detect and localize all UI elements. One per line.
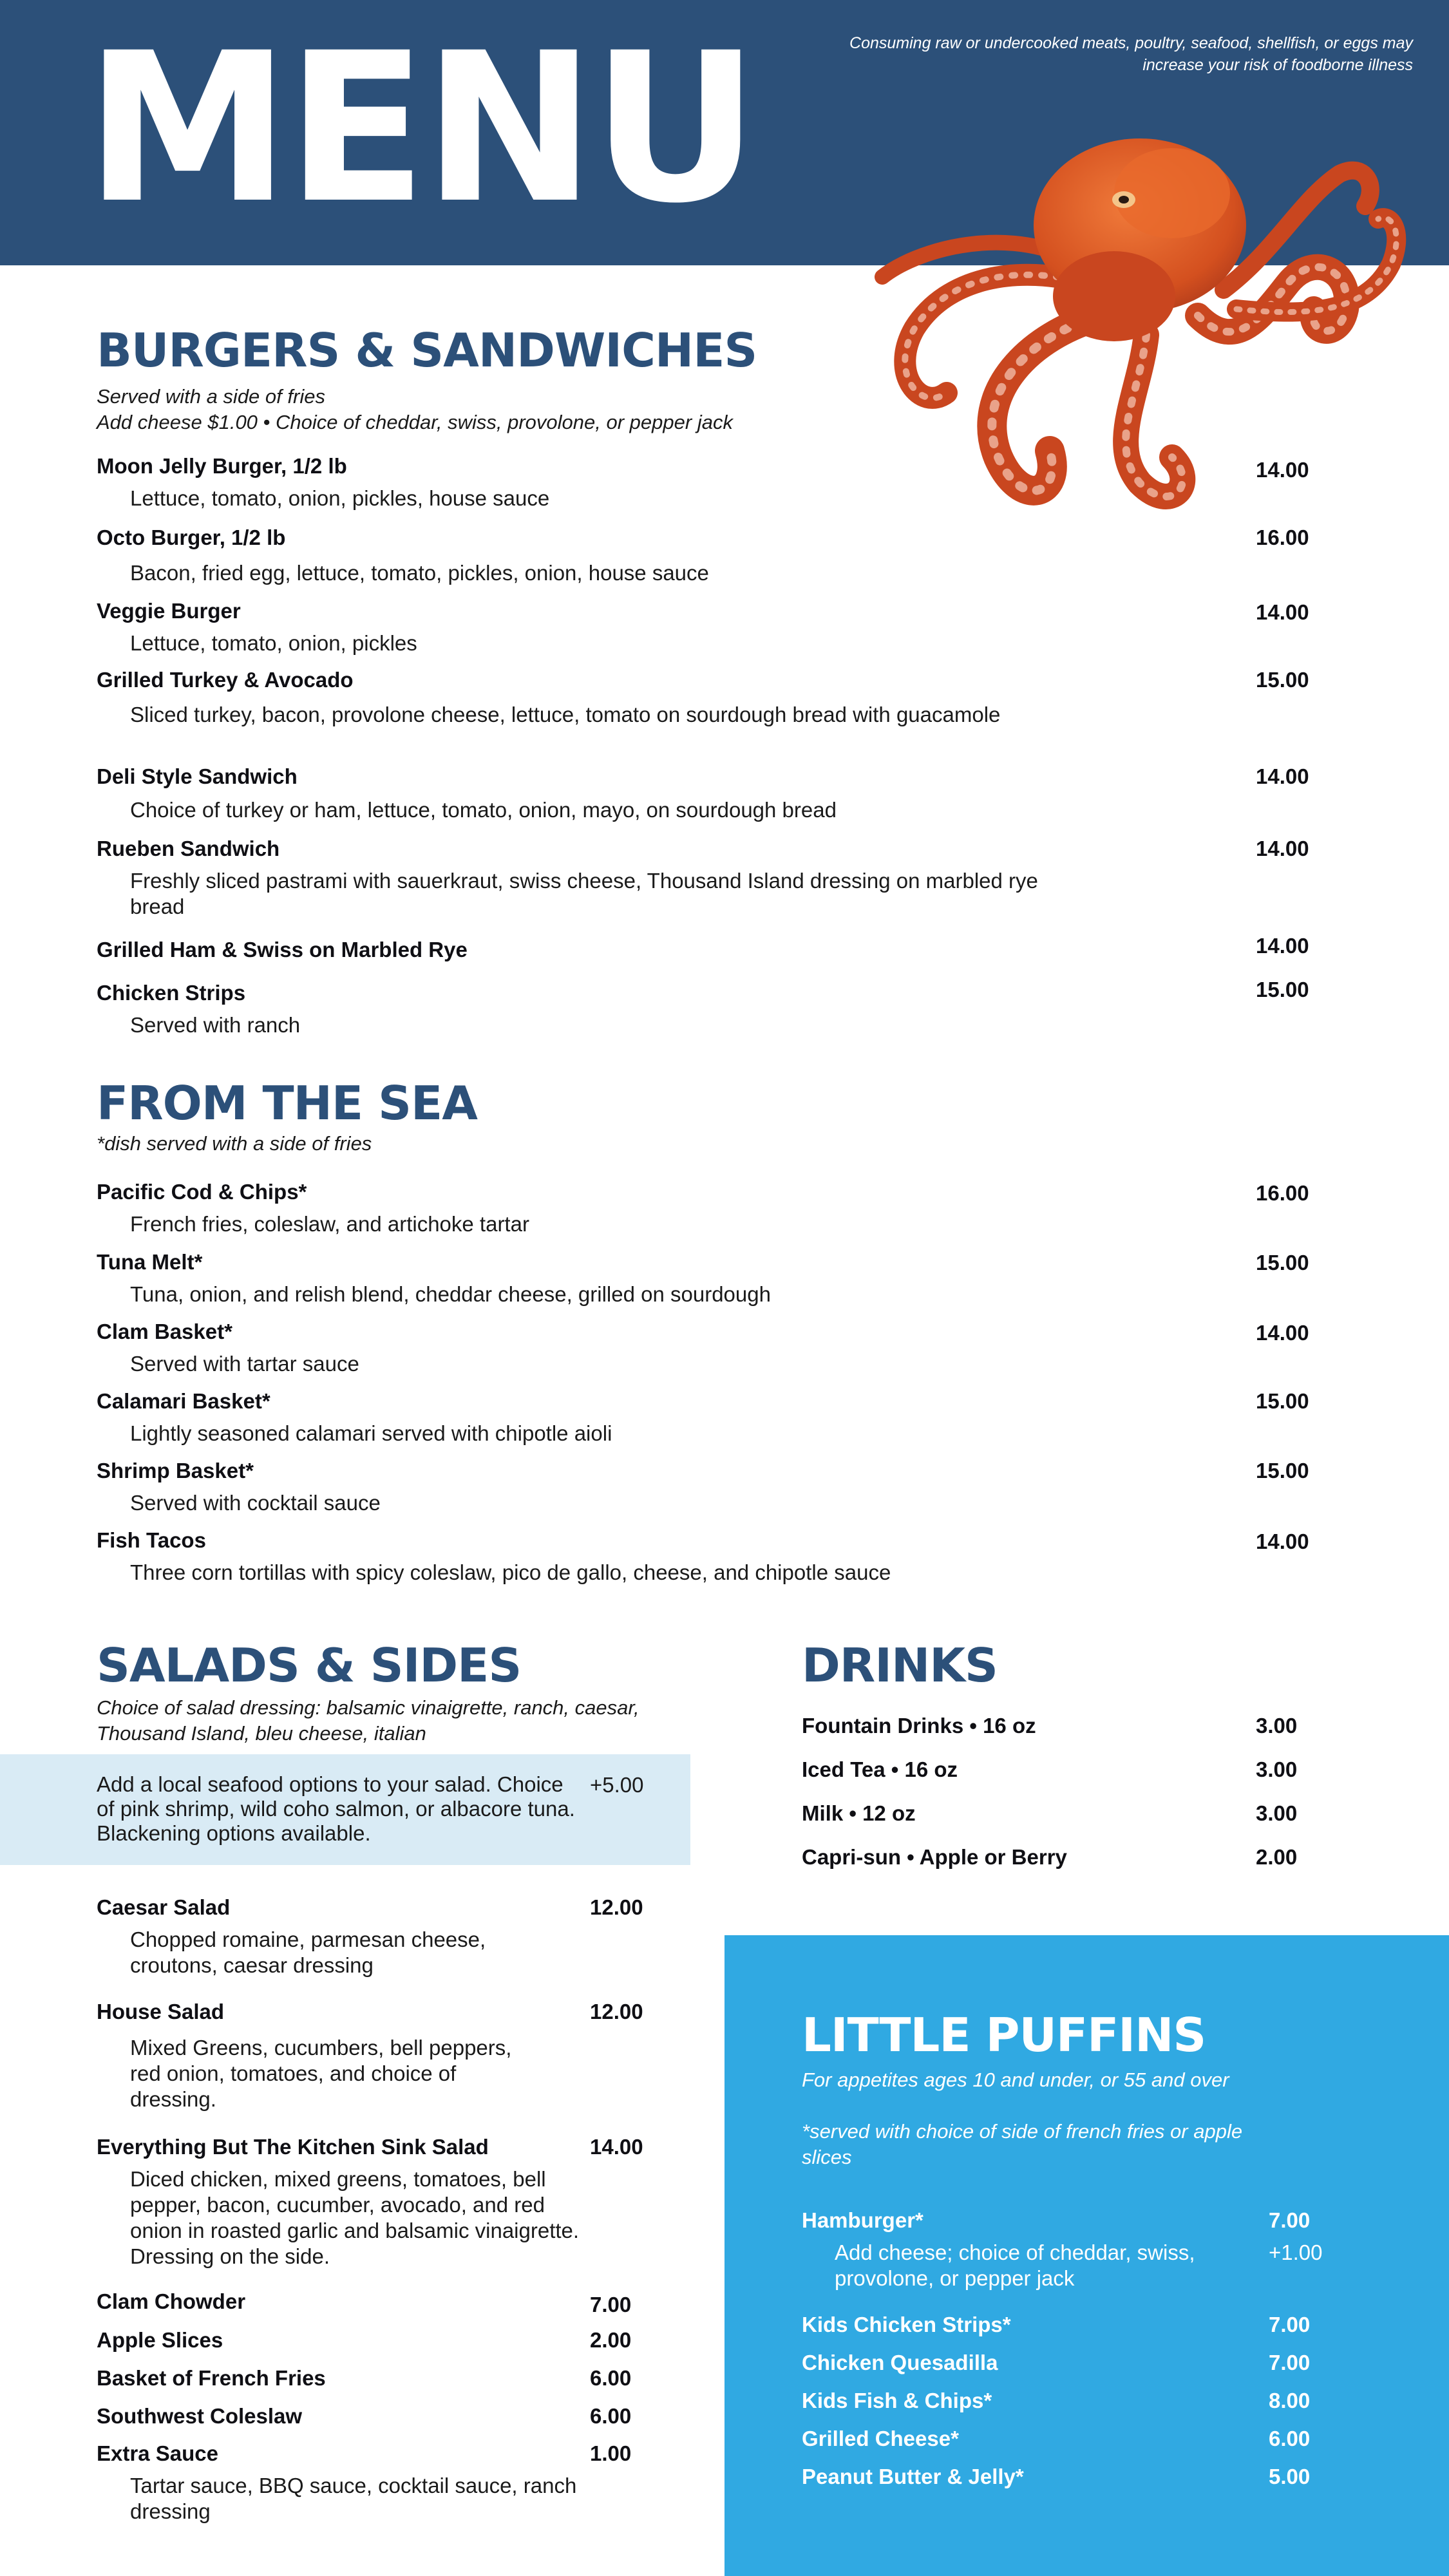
drink-price: 3.00	[1256, 1714, 1298, 1738]
section-title-drinks: DRINKS	[802, 1638, 998, 1692]
section-title-salads: SALADS & SIDES	[97, 1638, 522, 1692]
puffins-side-note: *served with choice of side of french fries or apple slices	[802, 2120, 1243, 2168]
puffins-age-note: For appetites ages 10 and under, or 55 and over	[802, 2069, 1229, 2091]
menu-item-price: 6.00	[590, 2366, 632, 2390]
menu-item-price: 15.00	[1256, 1389, 1309, 1413]
menu-item-name: Extra Sauce	[97, 2441, 218, 2465]
kids-item-name: Kids Fish & Chips*	[802, 2389, 992, 2412]
menu-item-desc: Lettuce, tomato, onion, pickles	[130, 631, 417, 655]
kids-item-price: 7.00	[1269, 2351, 1311, 2374]
menu-item-price: 16.00	[1256, 1181, 1309, 1205]
menu-item-price: 15.00	[1256, 978, 1309, 1001]
menu-item-name: Basket of French Fries	[97, 2366, 326, 2390]
menu-item-price: 6.00	[590, 2404, 632, 2428]
section-title-puffins: LITTLE PUFFINS	[802, 2008, 1206, 2062]
menu-item-price: 1.00	[590, 2441, 632, 2465]
salads-dressing-note: Choice of salad dressing: balsamic vinaigrette, ranch, caesar, Thousand Island, bleu cheese, italian	[97, 1696, 639, 1745]
menu-item-name: Grilled Ham & Swiss on Marbled Rye	[97, 938, 468, 961]
menu-item-desc: Chopped romaine, parmesan cheese, croutons, caesar dressing	[130, 1927, 486, 1977]
octopus-illustration	[837, 122, 1436, 547]
menu-item-price: 15.00	[1256, 668, 1309, 692]
menu-item-price: 16.00	[1256, 526, 1309, 549]
menu-item-price: 14.00	[1256, 600, 1309, 624]
menu-item-desc: Lettuce, tomato, onion, pickles, house sauce	[130, 486, 550, 510]
page-title: MENU	[85, 9, 755, 249]
kids-cheese-addon: Add cheese; choice of cheddar, swiss, provolone, or pepper jack	[835, 2240, 1195, 2290]
section-title-burgers: BURGERS & SANDWICHES	[97, 323, 757, 377]
kids-item-price: 7.00	[1269, 2313, 1311, 2336]
menu-item-desc: Served with cocktail sauce	[130, 1491, 381, 1515]
seafood-addon-price: +5.00	[590, 1773, 644, 1797]
drink-name: Iced Tea • 16 oz	[802, 1757, 958, 1781]
drink-name: Fountain Drinks • 16 oz	[802, 1714, 1036, 1738]
menu-item-name: Pacific Cod & Chips*	[97, 1180, 307, 1204]
menu-item-desc: Three corn tortillas with spicy coleslaw, pico de gallo, cheese, and chipotle sauce	[130, 1560, 891, 1584]
menu-item-name: Fish Tacos	[97, 1528, 206, 1552]
section-title-sea: FROM THE SEA	[97, 1076, 477, 1130]
menu-item-price: 14.00	[1256, 764, 1309, 788]
kids-item-price: 5.00	[1269, 2465, 1311, 2488]
menu-item-name: Moon Jelly Burger, 1/2 lb	[97, 454, 347, 478]
menu-item-name: Octo Burger, 1/2 lb	[97, 526, 286, 549]
menu-item-name: Calamari Basket*	[97, 1389, 270, 1413]
drink-price: 3.00	[1256, 1757, 1298, 1781]
menu-item-price: 14.00	[1256, 1530, 1309, 1553]
menu-item-name: Southwest Coleslaw	[97, 2404, 303, 2428]
menu-item-desc: Diced chicken, mixed greens, tomatoes, bell pepper, bacon, cucumber, avocado, and red onion in roasted garlic and balsamic vinaigrette. Dressing on the side.	[130, 2167, 580, 2268]
sea-note: *dish served with a side of fries	[97, 1132, 372, 1155]
menu-item-name: Apple Slices	[97, 2328, 223, 2352]
menu-item-name: Chicken Strips	[97, 981, 246, 1005]
menu-item-desc: Bacon, fried egg, lettuce, tomato, pickles, onion, house sauce	[130, 561, 709, 585]
kids-item-price: 6.00	[1269, 2427, 1311, 2450]
menu-item-price: 12.00	[590, 2000, 643, 2023]
menu-item-name: Deli Style Sandwich	[97, 764, 298, 788]
menu-item-price: 2.00	[590, 2328, 632, 2352]
menu-item-name: Clam Chowder	[97, 2289, 246, 2313]
drink-name: Milk • 12 oz	[802, 1801, 916, 1825]
menu-item-name: Caesar Salad	[97, 1895, 231, 1919]
seafood-addon-text: Add a local seafood options to your salad. Choice of pink shrimp, wild coho salmon, or albacore tuna. Blackening options available.	[97, 1772, 575, 1845]
menu-item-desc: French fries, coleslaw, and artichoke tartar	[130, 1212, 529, 1236]
drink-name: Capri-sun • Apple or Berry	[802, 1845, 1067, 1869]
kids-item-price: 7.00	[1269, 2208, 1311, 2232]
menu-item-price: 14.00	[1256, 837, 1309, 860]
menu-item-desc: Tartar sauce, BBQ sauce, cocktail sauce, ranch dressing	[130, 2474, 577, 2523]
burgers-note-cheese: Add cheese $1.00 • Choice of cheddar, swiss, provolone, or pepper jack	[97, 411, 733, 433]
kids-item-name: Hamburger*	[802, 2208, 923, 2232]
menu-item-desc: Mixed Greens, cucumbers, bell peppers, red onion, tomatoes, and choice of dressing.	[130, 2036, 512, 2111]
menu-item-desc: Lightly seasoned calamari served with chipotle aioli	[130, 1421, 612, 1445]
menu-item-desc: Sliced turkey, bacon, provolone cheese, lettuce, tomato on sourdough bread with guacamole	[130, 703, 1001, 726]
kids-item-price: 8.00	[1269, 2389, 1311, 2412]
menu-item-price: 14.00	[1256, 458, 1309, 482]
menu-item-desc: Served with ranch	[130, 1013, 301, 1037]
menu-item-price: 14.00	[590, 2135, 643, 2159]
kids-item-name: Grilled Cheese*	[802, 2427, 959, 2450]
menu-item-price: 15.00	[1256, 1459, 1309, 1482]
menu-item-price: 14.00	[1256, 934, 1309, 958]
drink-price: 2.00	[1256, 1845, 1298, 1869]
menu-item-desc: Tuna, onion, and relish blend, cheddar cheese, grilled on sourdough	[130, 1282, 771, 1306]
menu-item-desc: Choice of turkey or ham, lettuce, tomato, onion, mayo, on sourdough bread	[130, 798, 837, 822]
kids-item-name: Chicken Quesadilla	[802, 2351, 998, 2374]
menu-item-name: Tuna Melt*	[97, 1250, 203, 1274]
menu-item-name: Veggie Burger	[97, 599, 241, 623]
menu-item-desc: Freshly sliced pastrami with sauerkraut, swiss cheese, Thousand Island dressing on marbled rye bread	[130, 869, 1038, 918]
menu-item-name: House Salad	[97, 2000, 225, 2023]
menu-item-price: 12.00	[590, 1895, 643, 1919]
menu-item-price: 7.00	[590, 2293, 632, 2316]
burgers-note-fries: Served with a side of fries	[97, 385, 325, 408]
menu-item-name: Everything But The Kitchen Sink Salad	[97, 2135, 489, 2159]
kids-cheese-addon-price: +1.00	[1269, 2240, 1323, 2264]
menu-item-name: Shrimp Basket*	[97, 1459, 254, 1482]
drink-price: 3.00	[1256, 1801, 1298, 1825]
menu-item-price: 15.00	[1256, 1251, 1309, 1274]
menu-item-name: Rueben Sandwich	[97, 837, 280, 860]
foodborne-warning: Consuming raw or undercooked meats, poultry, seafood, shellfish, or eggs may increase your risk of foodborne illness	[849, 34, 1413, 74]
kids-item-name: Kids Chicken Strips*	[802, 2313, 1011, 2336]
menu-item-desc: Served with tartar sauce	[130, 1352, 359, 1376]
kids-item-name: Peanut Butter & Jelly*	[802, 2465, 1024, 2488]
menu-item-price: 14.00	[1256, 1321, 1309, 1345]
menu-item-name: Clam Basket*	[97, 1320, 232, 1343]
menu-item-name: Grilled Turkey & Avocado	[97, 668, 354, 692]
